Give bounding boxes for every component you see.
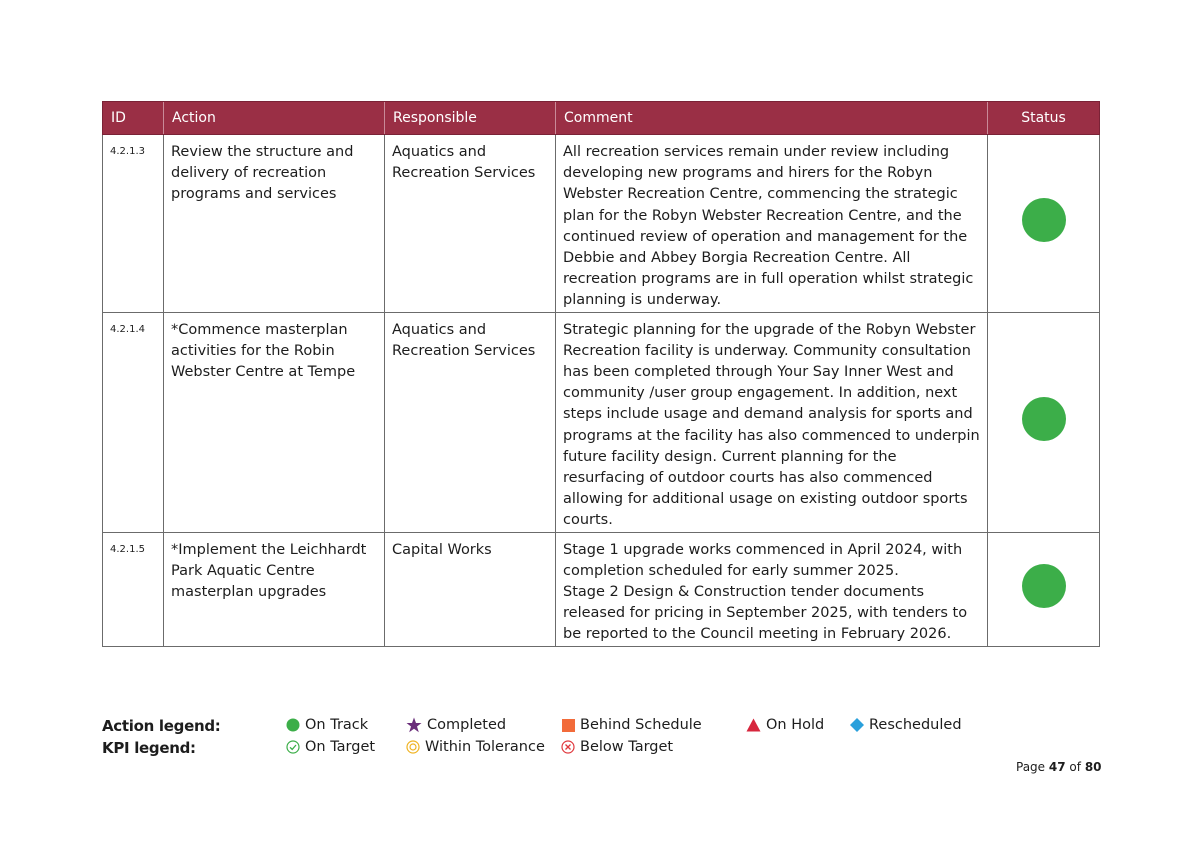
table-row (103, 532, 1100, 646)
comment-line: Stage 2 Design & Construction tender documents released for pricing in September 2025, with tenders to be reported to the Council meeting in February 2026. (563, 584, 968, 643)
row-action: *Commence masterplan activities for the Robin Webster Centre at Tempe (164, 312, 385, 532)
table-row (103, 135, 1100, 313)
legend-within-tolerance (406, 739, 545, 755)
row-responsible: Aquatics and Recreation Services (385, 135, 556, 313)
on-track-status-icon (1022, 564, 1066, 608)
on-track-status-icon (1022, 198, 1066, 242)
square-icon (562, 719, 575, 732)
kpi-legend-title: KPI legend: (102, 739, 196, 757)
row-status (988, 312, 1100, 532)
x-circle-icon (561, 740, 575, 754)
legend-label: Below Target (580, 739, 674, 755)
row-comment: All recreation services remain under review including developing new programs and hirers for the Robyn Webster Recreation Centre, commencing the strategic plan for the Robyn Webster Recreation Centre, and the continued review of operation and management for the Debbie and Abbey Borgia Recreation Centre. All recreation programs are in full operation whilst strategic planning is underway. (556, 135, 988, 313)
page-number (1016, 760, 1102, 774)
table-header-row (103, 102, 1100, 135)
page-total: 80 (1084, 760, 1102, 774)
row-action: *Implement the Leichhardt Park Aquatic Centre masterplan upgrades (164, 532, 385, 646)
legend-label: On Track (305, 717, 369, 733)
legend-label: Completed (427, 717, 507, 733)
row-comment: Strategic planning for the upgrade of the Robyn Webster Recreation facility is underway. Community consultation has been completed through Your Say Inner West and community /user group engagement. In addition, next steps include usage and demand analysis for sports and programs at the facility has also commenced to underpin future facility design. Current planning for the resurfacing of outdoor courts has also commenced allowing for additional usage on existing outdoor sports courts. (556, 312, 988, 532)
check-circle-icon (286, 740, 300, 754)
table-row (103, 312, 1100, 532)
comment-line: Stage 1 upgrade works commenced in April 2024, with completion scheduled for early summer 2025. (563, 541, 963, 579)
row-comment (556, 532, 988, 646)
action-legend-title: Action legend: (102, 717, 221, 735)
page-current: 47 (1048, 760, 1066, 774)
page-of: of (1069, 760, 1081, 774)
star-icon (406, 717, 422, 733)
header-action: Action (164, 102, 385, 135)
legend-on-track (286, 717, 368, 733)
green-circle-icon (286, 718, 300, 732)
legend-rescheduled (850, 717, 962, 733)
legend-on-hold (746, 717, 824, 733)
row-status (988, 532, 1100, 646)
header-status: Status (988, 102, 1100, 135)
legend-label: On Hold (766, 717, 825, 733)
legend-on-target (286, 739, 375, 755)
row-status (988, 135, 1100, 313)
legend-behind-schedule (562, 717, 702, 733)
legend-label: On Target (305, 739, 376, 755)
triangle-icon (746, 718, 761, 732)
diamond-icon (850, 718, 864, 732)
row-id: 4.2.1.5 (103, 532, 164, 646)
row-id: 4.2.1.4 (103, 312, 164, 532)
row-id: 4.2.1.3 (103, 135, 164, 313)
target-circle-icon (406, 740, 420, 754)
page-prefix: Page (1016, 760, 1046, 774)
legend-completed (406, 717, 506, 733)
on-track-status-icon (1022, 397, 1066, 441)
row-responsible: Capital Works (385, 532, 556, 646)
legend-label: Rescheduled (869, 717, 962, 733)
legend-label: Behind Schedule (580, 717, 702, 733)
header-id: ID (103, 102, 164, 135)
actions-table (102, 101, 1100, 647)
header-comment: Comment (556, 102, 988, 135)
header-responsible: Responsible (385, 102, 556, 135)
legend-label: Within Tolerance (425, 739, 545, 755)
row-responsible: Aquatics and Recreation Services (385, 312, 556, 532)
row-action: Review the structure and delivery of recreation programs and services (164, 135, 385, 313)
legend-below-target (561, 739, 673, 755)
